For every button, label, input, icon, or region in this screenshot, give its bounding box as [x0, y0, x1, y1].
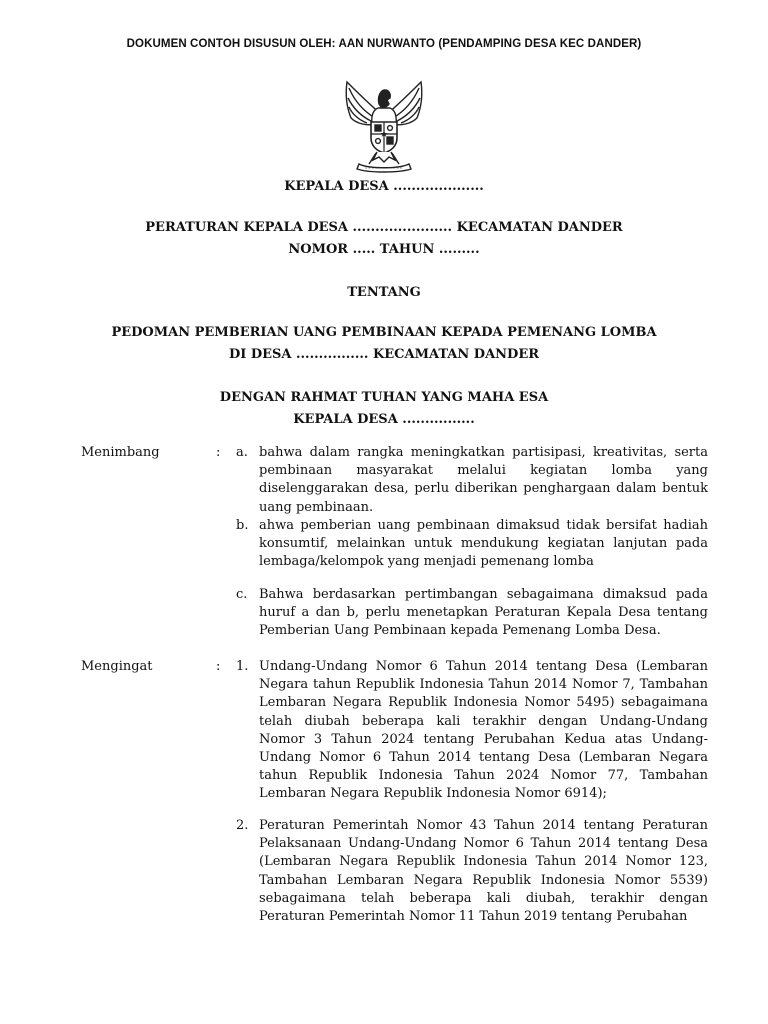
list-item-text: Bahwa berdasarkan pertimbangan sebagaimana dimaksud pada huruf a dan b, perlu menetapkan Peraturan Kepala Desa tentang Pemberian Uang Pembinaan kepada Pemenang Lomba Desa. — [259, 587, 708, 639]
list-item-text: ahwa pemberian uang pembinaan dimaksud tidak bersifat hadiah konsumtif, melainkan untuk mendukung kegiatan lanjutan pada lembaga/kelompok yang menjadi pemenang lomba — [259, 518, 708, 570]
list-marker: c. — [236, 587, 248, 602]
mengingat-colon: : — [216, 659, 221, 674]
heading-nomor-tahun: NOMOR ..... TAHUN ......... — [288, 242, 480, 257]
document-header-note: DOKUMEN CONTOH DISUSUN OLEH: AAN NURWANTO (PENDAMPING DESA KEC DANDER) — [126, 38, 642, 50]
list-item-text: bahwa dalam rangka meningkatkan partisipasi, kreativitas, serta pembinaan masyarakat melalui kegiatan lomba yang diselenggarakan desa, perlu diberikan penghargaan dalam bentuk uang pembinaan. — [259, 445, 708, 515]
list-marker: 1. — [236, 659, 249, 674]
list-marker: 2. — [236, 818, 249, 833]
garuda-pancasila-emblem-icon — [329, 74, 439, 174]
heading-subject-line-2: DI DESA ................ KECAMATAN DANDER — [228, 347, 540, 362]
heading-kepala-desa: KEPALA DESA .................... — [284, 179, 484, 194]
list-item-text: Peraturan Pemerintah Nomor 43 Tahun 2014 tentang Peraturan Pelaksanaan Undang-Undang Nomor 6 Tahun 2014 tentang Desa (Lembaran Negara Republik Indonesia Tahun 2014 Nomor 123, Tambahan Lembaran Negara Republik Indonesia Nomor 5539) sebagaimana telah beberapa kali diubah, terakhir dengan Peraturan Pemerintah Nomor 11 Tahun 2019 tentang Perubahan — [259, 818, 708, 925]
list-marker: b. — [236, 518, 249, 533]
heading-peraturan: PERATURAN KEPALA DESA ...................... KECAMATAN DANDER — [145, 220, 623, 235]
menimbang-label: Menimbang — [81, 445, 160, 460]
menimbang-colon: : — [216, 445, 221, 460]
list-marker: a. — [236, 445, 248, 460]
list-item-text: Undang-Undang Nomor 6 Tahun 2014 tentang Desa (Lembaran Negara tahun Republik Indonesia Tahun 2014 Nomor 7, Tambahan Lembaran Negara Republik Indonesia Nomor 5495) sebagaimana telah diubah beberapa kali terakhir dengan Undang-Undang Nomor 3 Tahun 2024 tentang Perubahan Kedua atas Undang-Undang Nomor 6 Tahun 2014 tentang Desa (Lembaran Negara tahun Republik Indonesia Tahun 2024 Nomor 77, Tambahan Lembaran Negara Republik Indonesia Nomor 6914); — [259, 659, 708, 802]
heading-tentang: TENTANG — [347, 285, 421, 300]
heading-rahmat: DENGAN RAHMAT TUHAN YANG MAHA ESA — [219, 390, 549, 405]
heading-subject-line-1: PEDOMAN PEMBERIAN UANG PEMBINAAN KEPADA PEMENANG LOMBA — [111, 325, 657, 340]
heading-kepala-desa-2: KEPALA DESA ................ — [293, 412, 475, 427]
mengingat-label: Mengingat — [81, 659, 153, 674]
